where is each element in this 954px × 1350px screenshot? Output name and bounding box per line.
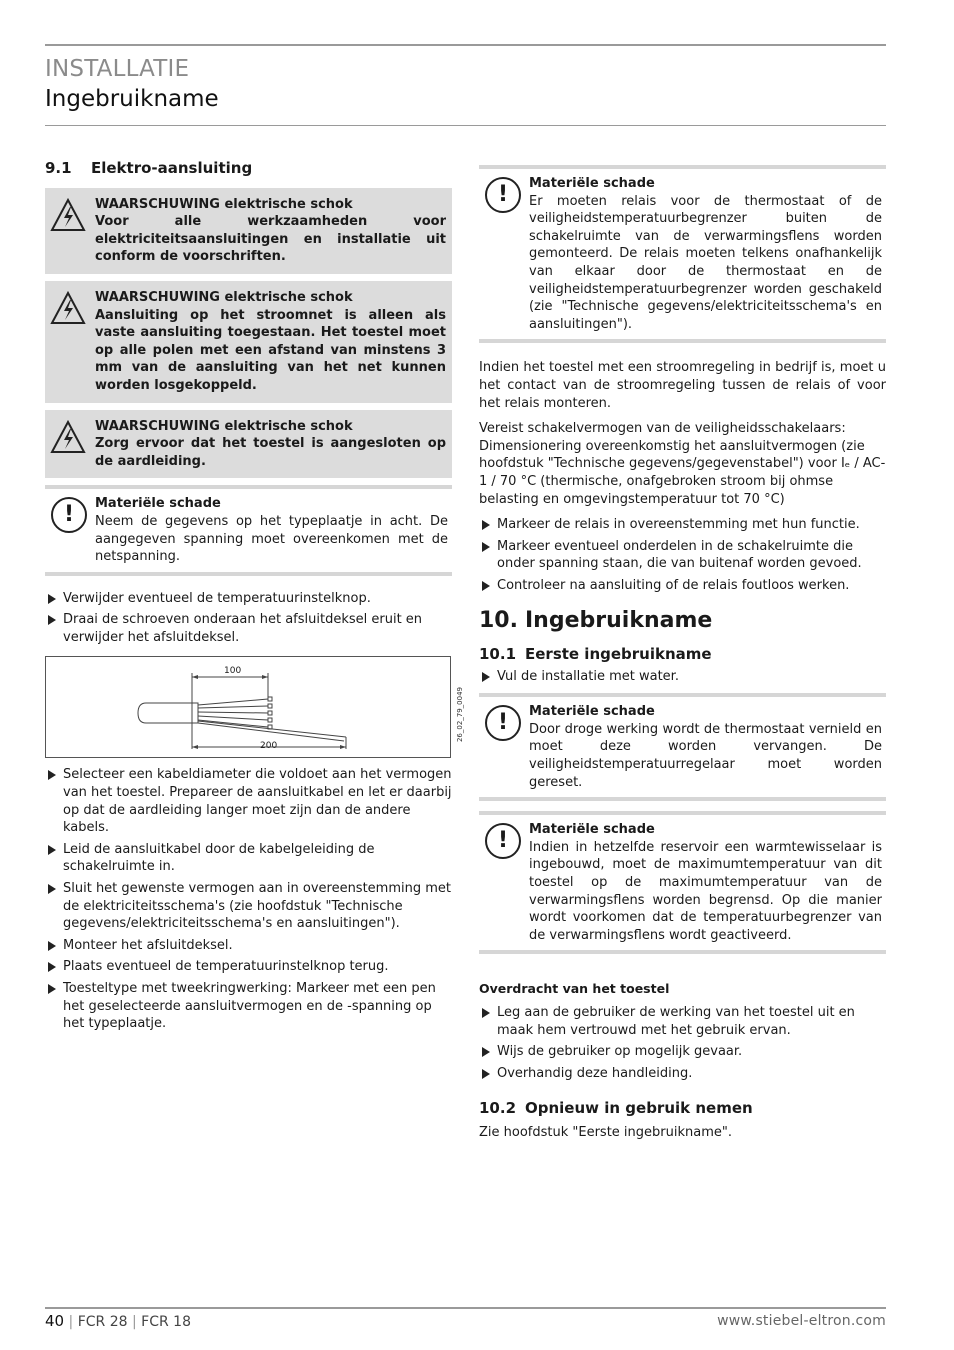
exclamation-icon: ! (485, 705, 521, 741)
material-damage-box-4: ! Materiële schade Indien in hetzelfde reservoir een warmtewisselaar is ingebouwd, moet de maximumtemperatuur van dit toestel op de maximumtemperatuur van de verwarmingsflens worden begrensd. Op die manier wordt voorkomen dat de temperatuurbegrenzer van de verwarmingsflens wordt geactiveerd. (479, 811, 886, 954)
paragraph-current-control: Indien het toestel met een stroomregeling in bedrijf is, moet u het contact van de stroomregeling tussen de relais of voor het relais monteren. (479, 360, 886, 411)
electric-shock-warning-icon (50, 198, 86, 232)
list-item: Verwijder eventueel de temperatuurinstelknop. (45, 590, 452, 608)
material-damage-box-3: ! Materiële schade Door droge werking wordt de thermostaat vernield en moet deze worden vervangen. De veiligheidstemperatuurregelaar moet worden gereset. (479, 693, 886, 801)
warning-box-3: WAARSCHUWING elektrische schok Zorg ervoor dat het toestel is aangesloten op de aardleiding. (45, 410, 452, 479)
list-item: Leg aan de gebruiker de werking van het toestel uit en maak hem vertrouwd met het gebruik ervan. (479, 1004, 886, 1039)
exclamation-icon: ! (485, 177, 521, 213)
figure-code: 26_02_79_0049 (456, 687, 464, 743)
exclamation-icon: ! (485, 823, 521, 859)
instruction-list-1 (45, 590, 452, 647)
footer-url: www.stiebel-eltron.com (717, 1313, 886, 1329)
warning-box-2: WAARSCHUWING elektrische schok Aansluiting op het stroomnet is alleen als vaste aansluiting toegestaan. Het toestel moet op alle polen met een afstand van minstens 3 mm van de aansluiting van het net kunnen worden losgekoppeld. (45, 281, 452, 403)
list-item: Wijs de gebruiker op mogelijk gevaar. (479, 1043, 886, 1061)
heading-10-1: 10.1 Eerste ingebruikname (479, 645, 712, 664)
footer-rule (45, 1307, 886, 1309)
instruction-list-2 (45, 766, 452, 1032)
electric-shock-warning-icon (50, 420, 86, 454)
page-title: Ingebruikname (45, 86, 219, 112)
electric-shock-warning-icon (50, 291, 86, 325)
instruction-list-4 (479, 668, 886, 686)
cable-preparation-figure (45, 656, 464, 758)
list-item: Toesteltype met tweekringwerking: Markeer met een pen het geselecteerde aansluitvermogen en de -spanning op het typeplaatje. (45, 980, 452, 1033)
list-item: Overhandig deze handleiding. (479, 1065, 886, 1083)
list-item: Leid de aansluitkabel door de kabelgeleiding de schakelruimte in. (45, 841, 452, 876)
subheading-handover: Overdracht van het toestel (479, 981, 670, 997)
list-item: Markeer eventueel onderdelen in de schakelruimte die onder spanning staan, die van buitenaf worden gevoed. (479, 538, 886, 573)
cable-diagram (46, 657, 452, 759)
paragraph-see-chapter: Zie hoofdstuk "Eerste ingebruikname". (479, 1124, 732, 1140)
header-divider (45, 125, 886, 126)
list-item: Markeer de relais in overeenstemming met hun functie. (479, 516, 886, 534)
paragraph-switching-capacity: Vereist schakelvermogen van de veiligheidsschakelaars: Dimensionering overeenkomstig het aansluitvermogen (zie hoofdstuk "Technische gegevens/gegevenstabel") voor Iₑ / AC-1 / 70 °C (thermische, onafgebroken stroom bij ohmse belasting en omgevingstemperatuur tot 70 °C) (479, 421, 886, 507)
material-damage-box-1: ! Materiële schade Neem de gegevens op het typeplaatje in acht. De aangegeven spanning moet overeenkomen met de netspanning. (45, 485, 452, 575)
left-column (45, 159, 464, 1037)
list-item: Vul de installatie met water. (479, 668, 886, 686)
footer-model-2: FCR 18 (141, 1314, 191, 1330)
material-damage-box-2: ! Materiële schade Er moeten relais voor de thermostaat of de veiligheidstemperatuurbegrenzer buiten de schakelruimte van de verwarmingsflens worden gemonteerd. De relais moeten telkens onafhankelijk van elkaar door de thermostaat en de veiligheidstemperatuurbegrenzer worden geschakeld (zie "Technische gegevens/elektriciteitsschema's en aansluitingen"). (479, 165, 886, 343)
list-item: Selecteer een kabeldiameter die voldoet aan het vermogen van het toestel. Prepareer de aansluitkabel en let er daarbij op dat de aardleiding langer moet zijn dan de andere kabels. (45, 766, 452, 836)
footer-left: 40 | FCR 28 | FCR 18 (45, 1312, 191, 1330)
list-item: Plaats eventueel de temperatuurinstelknop terug. (45, 958, 452, 976)
heading-10-2: 10.2 Opnieuw in gebruik nemen (479, 1099, 753, 1118)
instruction-list-5 (479, 1004, 886, 1082)
list-item: Monteer het afsluitdeksel. (45, 937, 452, 955)
list-item: Draai de schroeven onderaan het afsluitdeksel eruit en verwijder het afsluitdeksel. (45, 611, 452, 646)
right-column (479, 165, 886, 1150)
footer-model-1: FCR 28 (77, 1314, 128, 1330)
dimension-label-top: 100 (224, 666, 242, 677)
header-rule (45, 44, 886, 46)
dimension-label-bottom: 200 (260, 741, 278, 752)
heading-9-1: 9.1 Elektro-aansluiting (45, 159, 253, 177)
instruction-list-3 (479, 516, 886, 594)
section-title: INSTALLATIE (45, 56, 190, 82)
exclamation-icon: ! (51, 497, 87, 533)
page-number: 40 (45, 1312, 65, 1330)
list-item: Controleer na aansluiting of de relais foutloos werken. (479, 577, 886, 595)
list-item: Sluit het gewenste vermogen aan in overeenstemming met de elektriciteitsschema's (zie hoofdstuk "Technische gegevens/elektriciteitsschema's en aansluitingen"). (45, 880, 452, 933)
heading-10: 10. Ingebruikname (479, 608, 713, 634)
warning-box-1: WAARSCHUWING elektrische schok Voor alle werkzaamheden voor elektriciteitsaansluitingen en installatie uit conform de voorschriften. (45, 188, 452, 274)
